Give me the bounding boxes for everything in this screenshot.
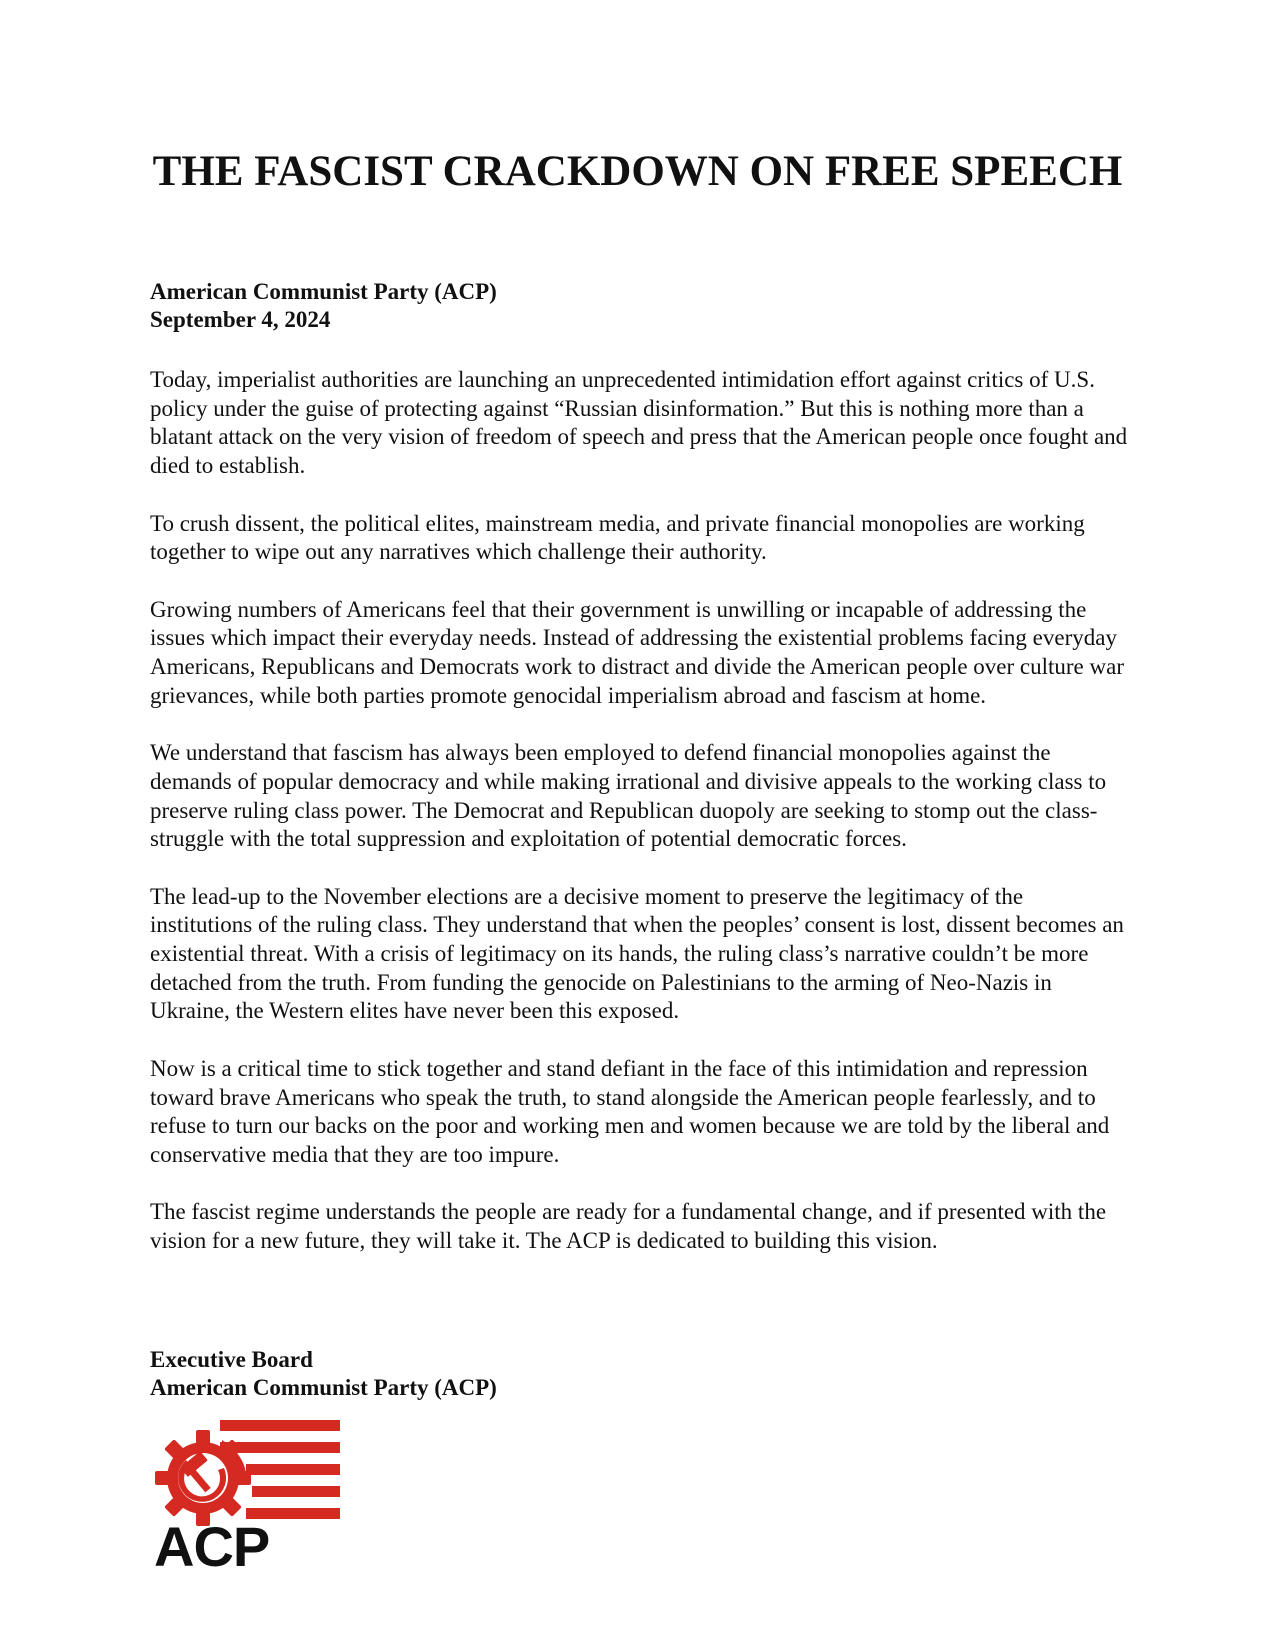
paragraph-2: To crush dissent, the political elites, mainstream media, and private financial monopolies are working together to wipe out any narratives which challenge their authority.	[150, 510, 1085, 565]
byline-date: September 4, 2024	[150, 307, 331, 332]
document-body	[150, 366, 1130, 1284]
hammer-sickle-gear-flag-icon	[150, 1420, 342, 1570]
signoff-board: Executive Board	[150, 1347, 313, 1372]
paragraph-6: Now is a critical time to stick together and stand defiant in the face of this intimidation and repression toward brave Americans who speak the truth, to stand alongside the American people fearlessly, and to refuse to turn our backs on the poor and working men and women because we are told by the liberal and conservative media that they are too impure.	[150, 1055, 1110, 1167]
paragraph-7: The fascist regime understands the people are ready for a fundamental change, and if presented with the vision for a new future, they will take it. The ACP is dedicated to building this vision.	[150, 1199, 1107, 1253]
signoff	[150, 1346, 1125, 1402]
signoff-organization: American Communist Party (ACP)	[150, 1375, 497, 1400]
paragraph-3: Growing numbers of Americans feel that their government is unwilling or incapable of addressing the issues which impact their everyday needs. Instead of addressing the existential problems facing everyday Americans, Republicans and Democrats work to distract and divide the American people over culture war grievances, while both parties promote genocidal imperialism abroad and fascism at home.	[150, 596, 1124, 708]
document-title: THE FASCIST CRACKDOWN ON FREE SPEECH	[152, 148, 1123, 195]
paragraph-1: Today, imperialist authorities are launching an unprecedented intimidation effort against critics of U.S. policy under the guise of protecting against “Russian disinformation.” But this is nothing more than a blatant attack on the very vision of freedom of speech and press that the American people once fought and died to establish.	[150, 367, 1128, 479]
paragraph-4: We understand that fascism has always been employed to defend financial monopolies against the demands of popular democracy and while making irrational and divisive appeals to the working class to preserve ruling class power. The Democrat and Republican duopoly are seeking to stomp out the class-struggle with the total suppression and exploitation of potential democratic forces.	[150, 740, 1107, 852]
acp-logo	[150, 1420, 342, 1570]
logo-text: ACP	[154, 1515, 270, 1570]
byline-organization: American Communist Party (ACP)	[150, 279, 497, 304]
paragraph-5: The lead-up to the November elections are a decisive moment to preserve the legitimacy of the institutions of the ruling class. They understand that when the peoples’ consent is lost, dissent becomes an existential threat. With a crisis of legitimacy on its hands, the ruling class’s narrative couldn’t be more detached from the truth. From funding the genocide on Palestinians to the arming of Neo-Nazis in Ukraine, the Western elites have never been this exposed.	[150, 883, 1124, 1024]
byline	[150, 278, 1125, 334]
